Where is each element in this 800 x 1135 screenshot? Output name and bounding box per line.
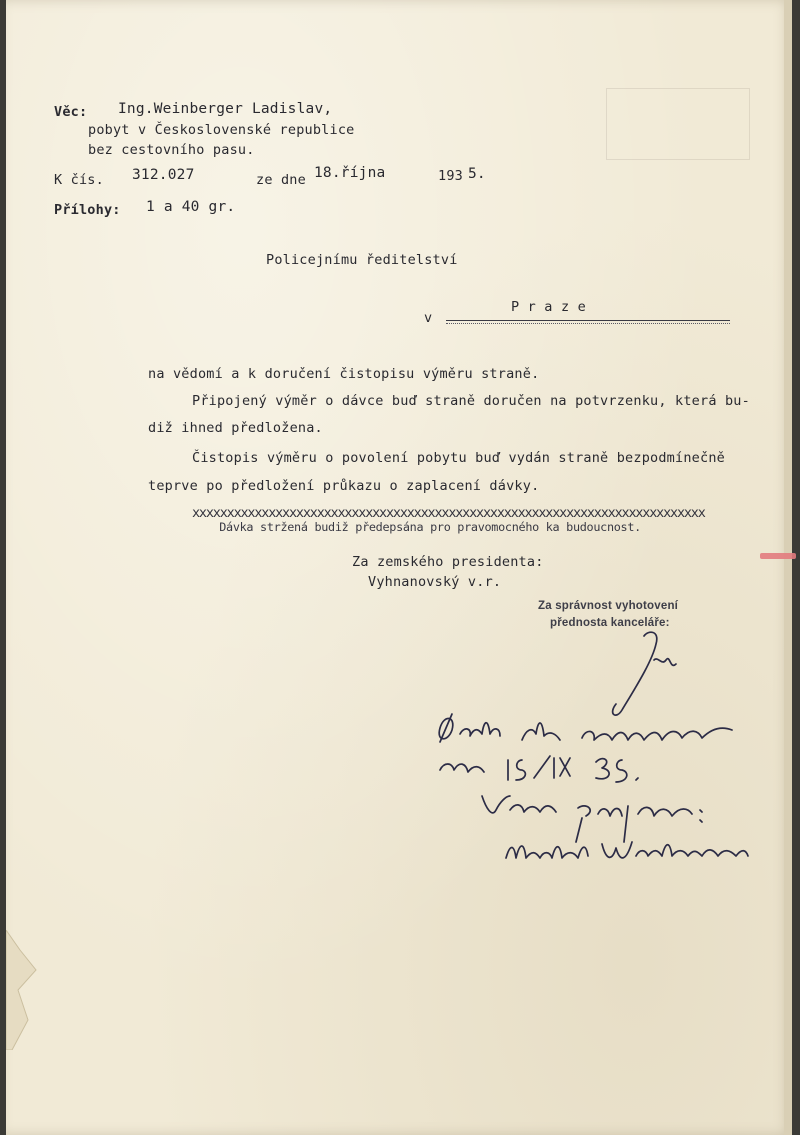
body-line-5: teprve po předložení průkazu o zaplacení dávky. bbox=[148, 478, 540, 494]
body-line-4: Čistopis výměru o povolení pobytu buď vydán straně bezpodmínečně bbox=[192, 450, 725, 466]
body-line-3: diž ihned předložena. bbox=[148, 420, 323, 436]
year-digit: 5. bbox=[468, 166, 486, 182]
struck-line-text: Dávka stržená budiž předepsána pro pravomocného ka budoucnost. bbox=[219, 520, 641, 534]
subject-line-2: pobyt v Československé republice bbox=[88, 122, 355, 138]
torn-edge bbox=[6, 930, 46, 1050]
signature-line-1: Za zemského presidenta: bbox=[352, 554, 544, 570]
body-line-2: Připojený výměr o dávce buď straně doručen na potvrzenku, která bu- bbox=[192, 393, 750, 409]
date-value: 18.října bbox=[314, 165, 386, 181]
attachments-label: Přílohy: bbox=[54, 202, 121, 218]
addressee-name: Policejnímu ředitelství bbox=[266, 252, 458, 268]
attachments-value: 1 a 40 gr. bbox=[146, 199, 236, 215]
date-label: ze dne bbox=[256, 172, 306, 188]
subject-line-3: bez cestovního pasu. bbox=[88, 142, 255, 158]
body-line-1: na vědomí a k doručení čistopisu výměru straně. bbox=[148, 366, 540, 382]
handwritten-notes bbox=[426, 630, 766, 880]
stamp-line-1: Za správnost vyhotovení bbox=[538, 600, 679, 612]
year-prefix: 193 bbox=[438, 168, 463, 184]
addressee-city-prefix: v bbox=[424, 310, 433, 326]
reference-number: 312.027 bbox=[132, 167, 195, 183]
red-pencil-mark bbox=[760, 553, 796, 559]
city-underline-dotted bbox=[446, 323, 730, 324]
struck-line-overlay: xxxxxxxxxxxxxxxxxxxxxxxxxxxxxxxxxxxxxxxxxxxxxxxxxxxxxxxxxxxxxxxxxxxxxxxxxx bbox=[192, 505, 705, 521]
city-underline bbox=[446, 320, 730, 321]
reference-label: K čís. bbox=[54, 172, 104, 188]
subject-label: Věc: bbox=[54, 104, 88, 120]
document-page bbox=[6, 0, 792, 1135]
subject-line-1: Ing.Weinberger Ladislav, bbox=[118, 101, 333, 117]
bleed-through-box bbox=[606, 88, 750, 160]
addressee-city: P r a z e bbox=[511, 299, 586, 315]
signature-line-2: Vyhnanovský v.r. bbox=[368, 574, 502, 590]
stamp-line-2: přednosta kanceláře: bbox=[550, 617, 670, 629]
paper-edge bbox=[784, 0, 792, 1135]
